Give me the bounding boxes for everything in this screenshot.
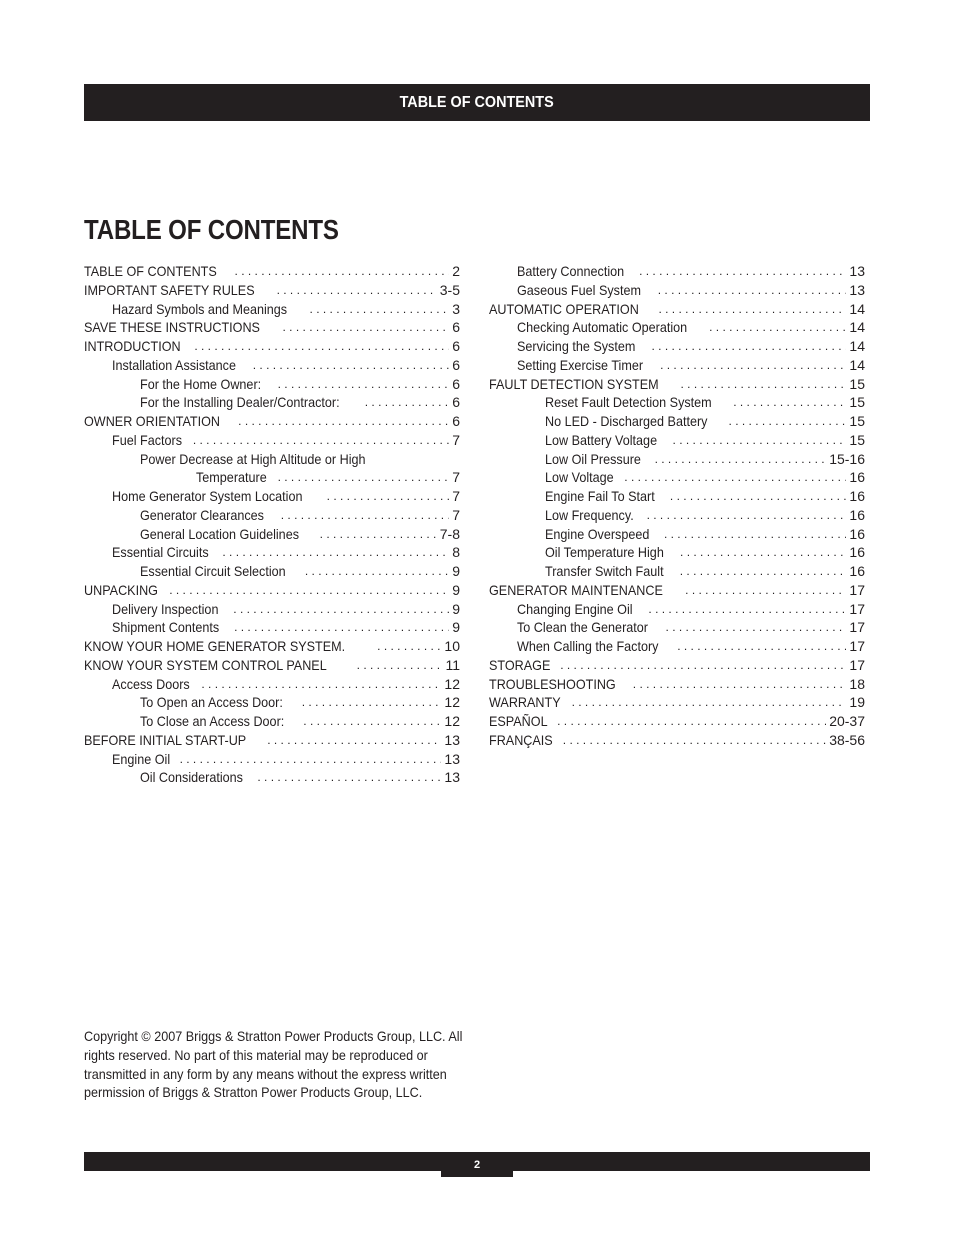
toc-leader-dots (278, 375, 450, 394)
toc-leader-dots (357, 656, 443, 675)
toc-entry (84, 637, 460, 656)
toc-entry-page: 16 (846, 562, 865, 581)
toc-leader-dots (673, 431, 847, 450)
toc-entry-page: 15 (846, 431, 865, 450)
toc-leader-dots (305, 562, 449, 581)
toc-entry-label: Engine Fail To Start (545, 488, 655, 504)
toc-entry-page: 9 (449, 618, 460, 637)
toc-entry-label: When Calling the Factory (517, 638, 659, 654)
toc-leader-dots (310, 300, 450, 319)
toc-entry (84, 412, 460, 431)
toc-leader-dots (557, 712, 826, 731)
toc-leader-dots (194, 337, 449, 356)
toc-entry-label: BEFORE INITIAL START-UP (84, 731, 247, 748)
toc-leader-dots (624, 468, 846, 487)
toc-entry-label: To Clean the Generator (517, 619, 648, 636)
toc-entry (489, 450, 865, 469)
toc-leader-dots (670, 487, 847, 506)
toc-entry-label: GENERATOR MAINTENANCE (489, 581, 663, 598)
toc-entry-label: TROUBLESHOOTING (489, 675, 616, 692)
toc-entry-label: Oil Temperature High (545, 544, 664, 561)
toc-entry-label: Reset Fault Detection System (545, 394, 712, 411)
toc-entry-page: 18 (846, 675, 865, 694)
toc-entry (489, 506, 865, 525)
toc-entry-page: 9 (449, 562, 460, 581)
toc-leader-dots (660, 356, 846, 375)
toc-entry-label: Essential Circuit Selection (140, 563, 286, 579)
toc-entry-label: WARRANTY (489, 694, 561, 711)
toc-leader-dots (655, 450, 827, 469)
toc-entry-label: UNPACKING (84, 581, 158, 598)
toc-entry (489, 562, 865, 581)
toc-entry-label: To Close an Access Door: (140, 713, 285, 729)
toc-leader-dots (633, 675, 847, 694)
toc-entry-page: 9 (449, 581, 460, 600)
toc-leader-dots (664, 525, 846, 544)
toc-entry (489, 525, 865, 544)
toc-entry-label: Checking Automatic Operation (517, 319, 688, 336)
toc-entry (84, 300, 460, 319)
toc-entry (84, 318, 460, 337)
toc-left-column (84, 262, 460, 787)
toc-entry-page: 13 (441, 750, 460, 769)
toc-entry (489, 712, 865, 731)
toc-entry (489, 693, 865, 712)
toc-leader-dots (234, 618, 449, 637)
toc-entry-page: 12 (441, 712, 460, 731)
toc-entry-label: Temperature (196, 469, 267, 486)
toc-entry (84, 693, 460, 712)
toc-leader-dots (267, 731, 441, 750)
toc-entry-page: 15 (846, 393, 865, 412)
toc-entry (84, 750, 460, 769)
toc-entry (84, 768, 460, 787)
toc-entry-page: 15 (846, 412, 865, 431)
toc-entry-label: No LED - Discharged Battery (545, 413, 708, 429)
toc-entry-label: SAVE THESE INSTRUCTIONS (84, 319, 260, 336)
toc-entry-page: 17 (846, 618, 865, 637)
toc-leader-dots (277, 281, 437, 300)
toc-entry-label: Engine Overspeed (545, 525, 650, 542)
toc-leader-dots (201, 675, 441, 694)
toc-entry-label: STORAGE (489, 656, 551, 673)
toc-leader-dots (648, 600, 846, 619)
toc-entry-page: 7 (449, 506, 460, 525)
toc-entry (84, 600, 460, 619)
toc-entry-page: 17 (846, 656, 865, 675)
toc-entry-page: 13 (441, 731, 460, 750)
header-title: TABLE OF CONTENTS (399, 93, 555, 111)
toc-entry (84, 506, 460, 525)
toc-leader-dots (680, 543, 846, 562)
toc-leader-dots (235, 262, 450, 281)
toc-entry-page: 16 (846, 506, 865, 525)
toc-entry-page: 3-5 (437, 281, 460, 300)
toc-leader-dots (320, 525, 437, 544)
toc-entry (489, 262, 865, 281)
toc-entry-label: Fuel Factors (112, 431, 183, 448)
toc-entry-label: Oil Considerations (140, 769, 243, 786)
toc-entry-page: 13 (846, 281, 865, 300)
toc-leader-dots (365, 393, 449, 412)
toc-entry-page: 13 (441, 768, 460, 787)
toc-entry-label: Changing Engine Oil (517, 600, 633, 617)
toc-entry (489, 581, 865, 600)
toc-entry (84, 281, 460, 300)
toc-entry-label: Delivery Inspection (112, 600, 219, 617)
toc-leader-dots (709, 318, 846, 337)
toc-entry-page: 8 (449, 543, 460, 562)
toc-entry-label: Generator Clearances (140, 506, 264, 523)
toc-entry-page: 11 (442, 656, 460, 675)
toc-entry (84, 375, 460, 394)
page-number: 2 (441, 1152, 513, 1177)
toc-entry-label: Servicing the System (517, 338, 636, 354)
toc-entry (489, 468, 865, 487)
toc-entry-page: 14 (846, 356, 865, 375)
toc-entry (489, 731, 865, 750)
toc-leader-dots (303, 712, 441, 731)
toc-entry-label: FAULT DETECTION SYSTEM (489, 375, 659, 392)
toc-entry-label: Low Frequency. (545, 506, 634, 523)
toc-entry (84, 562, 460, 581)
toc-entry (489, 431, 865, 450)
toc-entry-page: 6 (449, 375, 460, 394)
toc-leader-dots (560, 656, 846, 675)
toc-entry-label: To Open an Access Door: (140, 694, 283, 711)
toc-entry-label: Access Doors (112, 675, 190, 692)
toc-entry-page: 6 (449, 412, 460, 431)
toc-entry-label: AUTOMATIC OPERATION (489, 300, 639, 317)
toc-leader-dots (222, 543, 449, 562)
toc-entry-page: 12 (441, 693, 460, 712)
toc-entry (489, 656, 865, 675)
toc-entry (489, 356, 865, 375)
toc-entry-page: 15-16 (826, 450, 865, 469)
toc-entry-page: 16 (846, 543, 865, 562)
toc-leader-dots (733, 393, 846, 412)
toc-entry-page: 7 (449, 468, 460, 487)
toc-entry-page: 17 (846, 600, 865, 619)
toc-entry-page: 17 (846, 637, 865, 656)
toc-entry-label: For the Home Owner: (140, 375, 262, 392)
toc-entry-page: 13 (846, 262, 865, 281)
toc-entry (489, 487, 865, 506)
toc-leader-dots (281, 506, 449, 525)
page-title: TABLE OF CONTENTS (84, 214, 339, 245)
toc-entry-label: Setting Exercise Timer (517, 356, 644, 373)
toc-leader-dots (283, 318, 450, 337)
toc-entry-page: 12 (441, 675, 460, 694)
toc-entry (489, 393, 865, 412)
toc-entry-label: ESPAÑOL (489, 713, 548, 729)
toc-entry (84, 431, 460, 450)
toc-entry (84, 656, 460, 675)
toc-entry (84, 581, 460, 600)
toc-entry (489, 618, 865, 637)
toc-entry (84, 393, 460, 412)
toc-right-column (489, 262, 865, 750)
toc-entry (489, 637, 865, 656)
toc-entry-label: Hazard Symbols and Meanings (112, 300, 288, 317)
toc-entry-page: 14 (846, 318, 865, 337)
toc-entry-label: Engine Oil (112, 750, 171, 767)
toc-leader-dots (327, 487, 450, 506)
toc-leader-dots (169, 581, 449, 600)
toc-entry-label: KNOW YOUR HOME GENERATOR SYSTEM. (84, 638, 346, 654)
toc-entry-page: 16 (846, 468, 865, 487)
toc-leader-dots (658, 300, 846, 319)
toc-entry (489, 543, 865, 562)
toc-leader-dots (572, 693, 847, 712)
toc-entry-label: Low Battery Voltage (545, 431, 658, 448)
toc-entry-label: IMPORTANT SAFETY RULES (84, 281, 255, 298)
toc-entry (84, 525, 460, 544)
toc-entry-page: 15 (846, 375, 865, 394)
toc-entry-label: Battery Connection (517, 263, 625, 279)
toc-leader-dots (253, 356, 449, 375)
toc-leader-dots (680, 562, 847, 581)
toc-entry (489, 675, 865, 694)
toc-leader-dots (666, 618, 847, 637)
toc-leader-dots (193, 431, 449, 450)
toc-entry (489, 318, 865, 337)
toc-entry (84, 731, 460, 750)
toc-entry (84, 618, 460, 637)
toc-entry-page: 9 (449, 600, 460, 619)
toc-entry (84, 450, 460, 469)
toc-entry-page: 7 (449, 487, 460, 506)
toc-entry-page: 2 (449, 262, 460, 281)
toc-leader-dots (639, 262, 846, 281)
toc-entry-label: OWNER ORIENTATION (84, 413, 221, 429)
header-bar (84, 84, 870, 121)
toc-entry-page: 19 (846, 693, 865, 712)
toc-leader-dots (377, 637, 441, 656)
toc-entry-page: 14 (846, 300, 865, 319)
toc-entry-label: Shipment Contents (112, 619, 220, 636)
toc-entry-page: 16 (846, 487, 865, 506)
toc-entry-label: Low Oil Pressure (545, 450, 641, 467)
toc-entry-page: 3 (449, 300, 460, 319)
toc-entry-label: For the Installing Dealer/Contractor: (140, 394, 340, 411)
toc-entry (84, 712, 460, 731)
toc-leader-dots (647, 506, 847, 525)
toc-entry-label: Low Voltage (545, 469, 614, 486)
toc-entry (84, 468, 460, 487)
toc-entry-label: General Location Guidelines (140, 525, 300, 542)
toc-leader-dots (302, 693, 442, 712)
toc-entry (84, 675, 460, 694)
toc-entry-page: 17 (846, 581, 865, 600)
toc-leader-dots (729, 412, 847, 431)
toc-entry-page: 6 (449, 337, 460, 356)
toc-entry (84, 487, 460, 506)
toc-entry (489, 300, 865, 319)
toc-leader-dots (180, 750, 442, 769)
toc-leader-dots (233, 600, 449, 619)
toc-entry-page: 6 (449, 393, 460, 412)
toc-entry-label: Home Generator System Location (112, 488, 303, 504)
toc-leader-dots (685, 581, 846, 600)
toc-leader-dots (681, 375, 847, 394)
toc-entry (84, 262, 460, 281)
toc-entry-page: 38-56 (826, 731, 865, 750)
toc-entry-label: Transfer Switch Fault (545, 563, 664, 579)
toc-leader-dots (677, 637, 846, 656)
toc-entry-label: Gaseous Fuel System (517, 281, 641, 298)
toc-entry-label: Installation Assistance (112, 356, 236, 373)
toc-entry (84, 356, 460, 375)
toc-entry (84, 337, 460, 356)
toc-entry-label: Power Decrease at High Altitude or High (140, 450, 366, 467)
toc-entry-page: 7 (449, 431, 460, 450)
toc-entry-page: 6 (449, 318, 460, 337)
toc-entry-page: 20-37 (826, 712, 865, 731)
toc-entry-label: FRANÇAIS (489, 731, 553, 748)
toc-entry-label: Essential Circuits (112, 544, 209, 561)
toc-entry (489, 375, 865, 394)
toc-entry (489, 412, 865, 431)
toc-entry (84, 543, 460, 562)
toc-leader-dots (652, 337, 847, 356)
toc-leader-dots (563, 731, 826, 750)
copyright-notice: Copyright © 2007 Briggs & Stratton Power Products Group, LLC. All rights reserved. No part of this material may be reproduced or transmitted in any form by any means without the express written permission of Briggs & Stratton Power Products Group, LLC. (84, 1028, 463, 1101)
toc-leader-dots (658, 281, 847, 300)
toc-leader-dots (257, 768, 441, 787)
toc-entry-label: INTRODUCTION (84, 338, 181, 354)
toc-entry-page: 6 (449, 356, 460, 375)
toc-entry-label: TABLE OF CONTENTS (84, 263, 217, 279)
toc-entry-page: 14 (846, 337, 865, 356)
toc-entry-page: 10 (441, 637, 460, 656)
toc-leader-dots (238, 412, 449, 431)
toc-entry (489, 281, 865, 300)
toc-leader-dots (278, 468, 450, 487)
toc-entry-page: 7-8 (437, 525, 460, 544)
toc-entry-page: 16 (846, 525, 865, 544)
toc-entry-label: KNOW YOUR SYSTEM CONTROL PANEL (84, 656, 327, 673)
toc-entry (489, 600, 865, 619)
toc-entry (489, 337, 865, 356)
